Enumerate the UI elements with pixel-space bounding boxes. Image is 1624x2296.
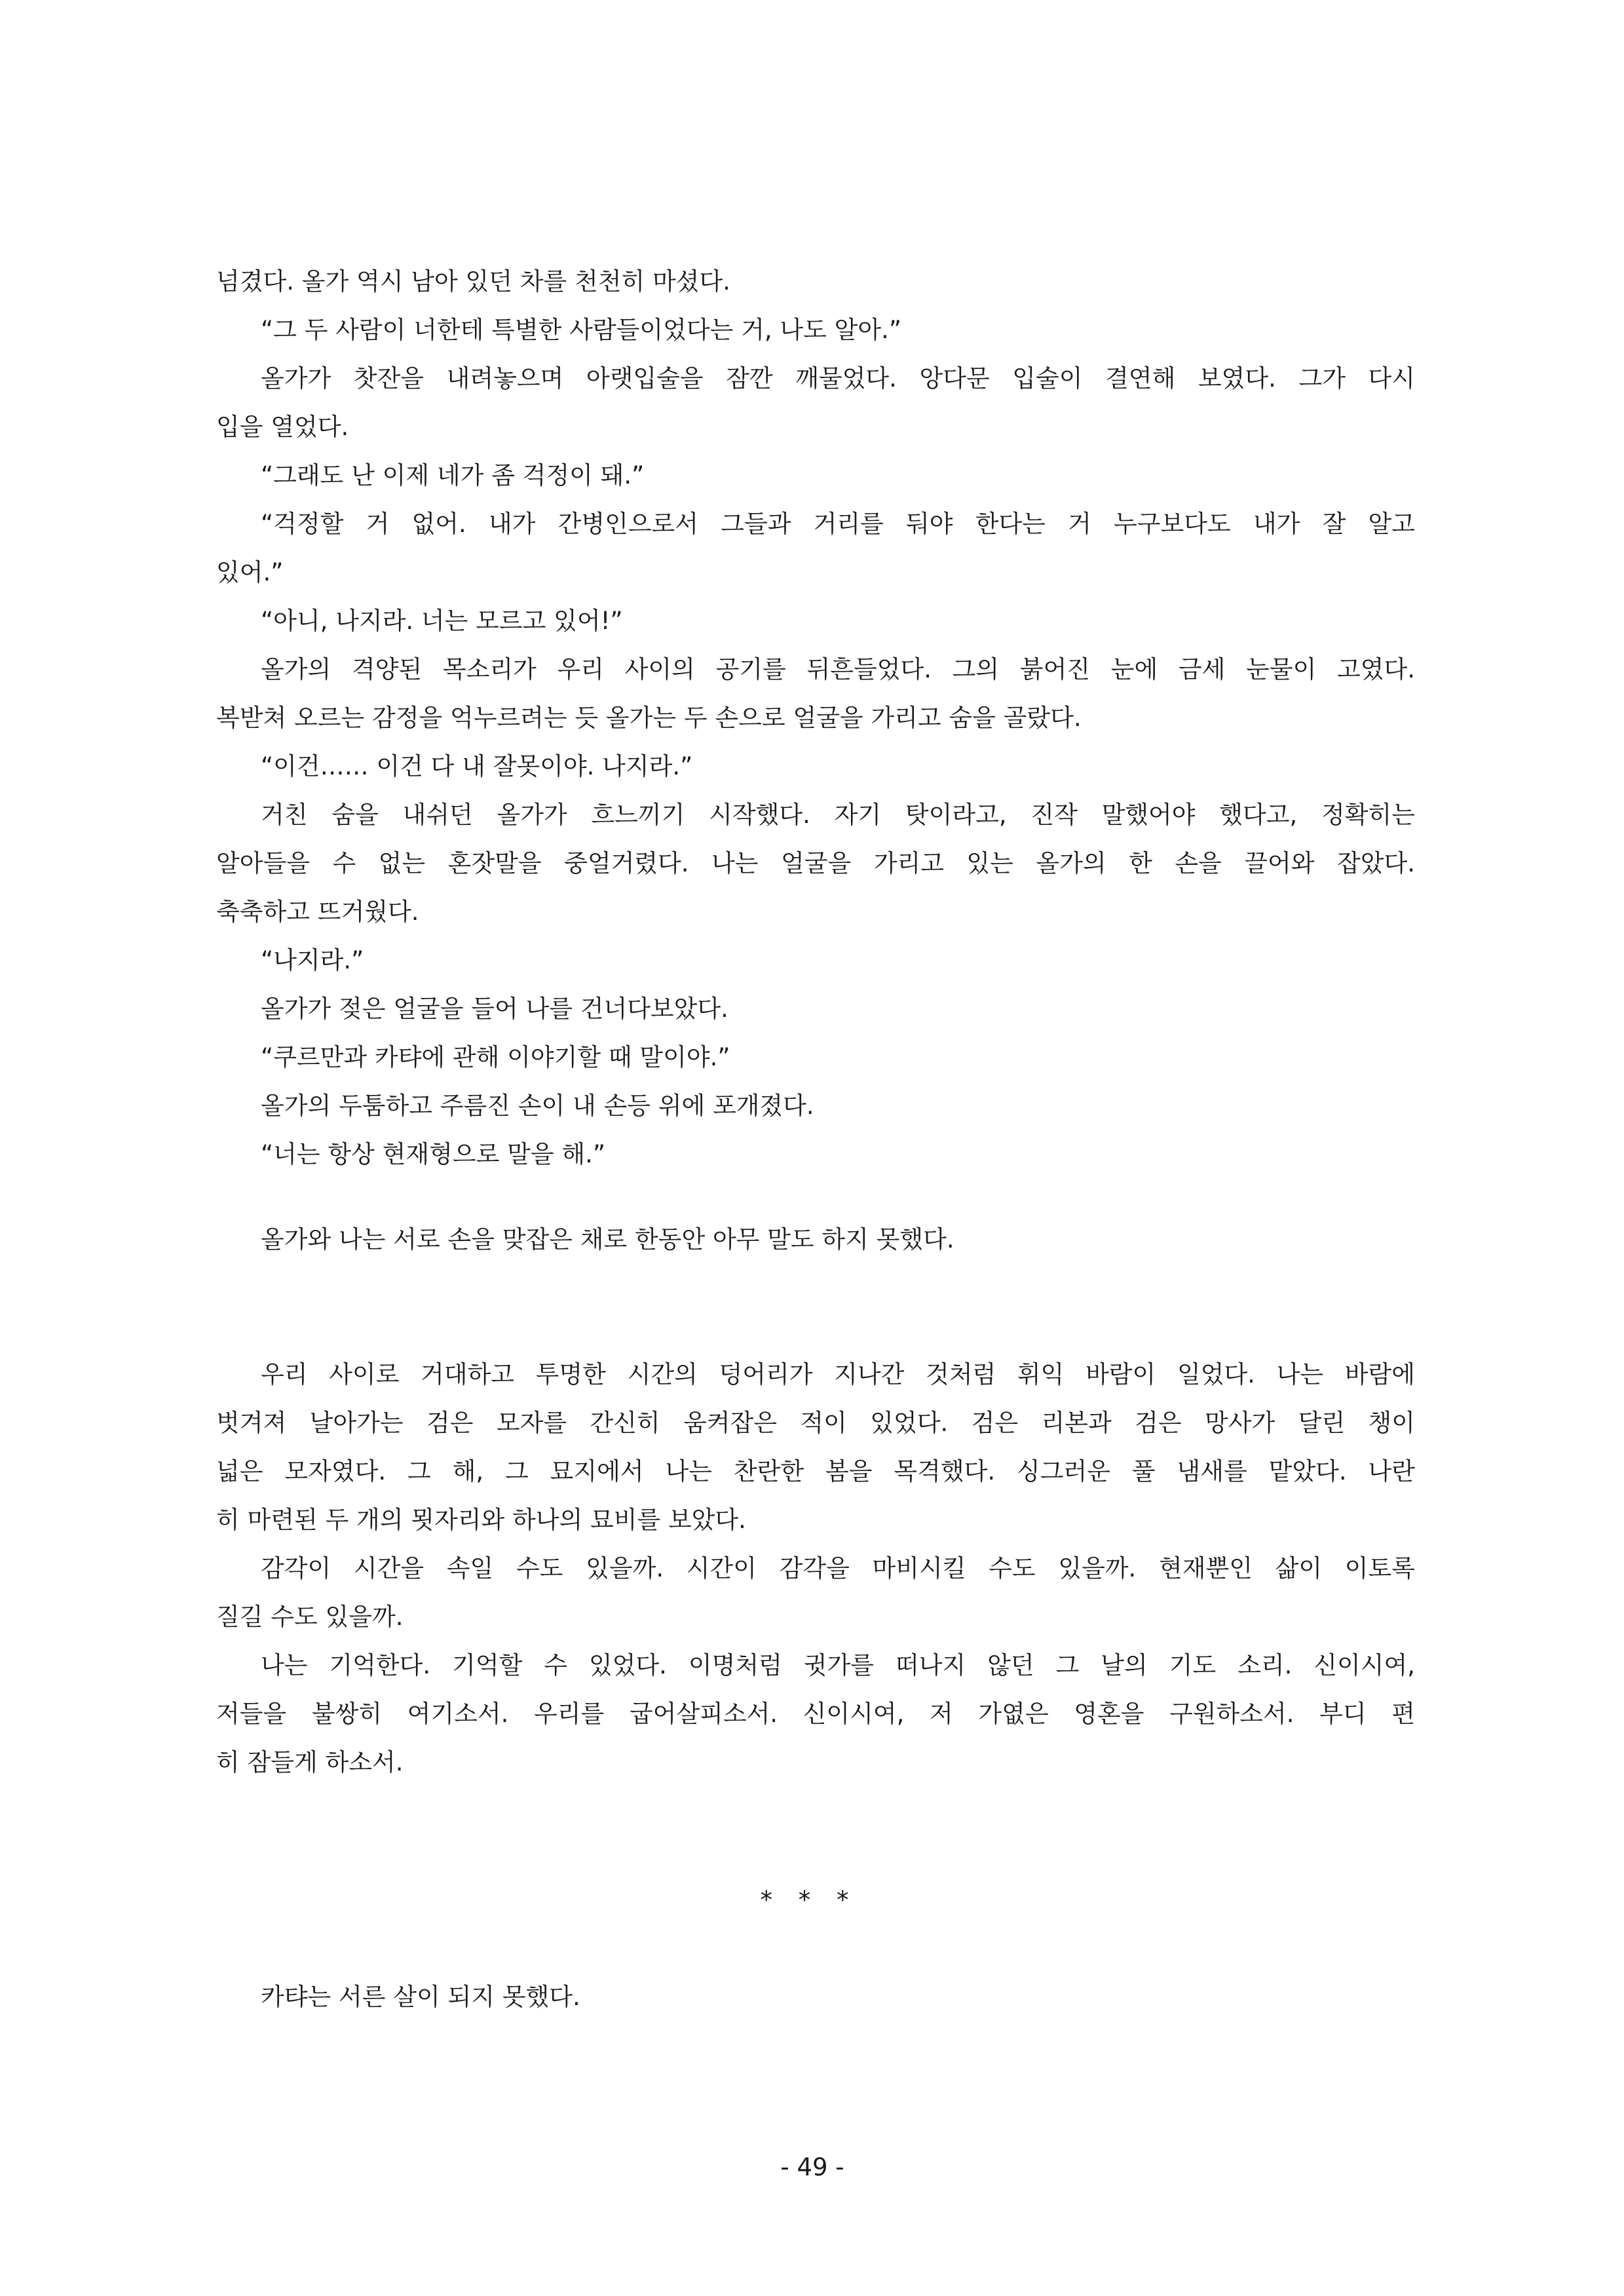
paragraph-line: 알아들을 수 없는 혼잣말을 중얼거렸다. 나는 얼굴을 가리고 있는 올가의 한 손을 끌어와 잡았다.: [216, 849, 1415, 877]
paragraph-line: 축축하고 뜨거웠다.: [216, 898, 419, 926]
paragraph-line: 나는 기억한다. 기억할 수 있었다. 이명처럼 귓가를 떠나지 않던 그 날의 기도 소리. 신이시여,: [261, 1651, 1415, 1679]
paragraph-line: 올가가 찻잔을 내려놓으며 아랫입술을 잠깐 깨물었다. 앙다문 입술이 결연해 보였다. 그가 다시: [261, 364, 1415, 392]
dialogue-line: “그 두 사람이 너한테 특별한 사람들이었다는 거, 나도 알아.”: [261, 316, 902, 344]
paragraph-line: 넓은 모자였다. 그 해, 그 묘지에서 나는 찬란한 봄을 목격했다. 싱그러운 풀 냄새를 맡았다. 나란: [216, 1457, 1415, 1485]
paragraph-line: 입을 열었다.: [216, 413, 349, 441]
paragraph-line: 감각이 시간을 속일 수도 있을까. 시간이 감각을 마비시킬 수도 있을까. 현재뿐인 삶이 이토록: [261, 1554, 1415, 1582]
paragraph-line: 카탸는 서른 살이 되지 못했다.: [261, 1983, 580, 2011]
dialogue-line: “나지라.”: [261, 946, 364, 974]
paragraph-line: 올가가 젖은 얼굴을 들어 나를 건너다보았다.: [261, 995, 728, 1023]
scene-break: * * *: [760, 1886, 858, 1914]
page-number: - 49 -: [780, 2153, 844, 2181]
dialogue-line: “아니, 나지라. 너는 모르고 있어!”: [261, 607, 623, 635]
paragraph-line: 히 잠들게 하소서.: [216, 1748, 404, 1776]
paragraph-line: 히 마련된 두 개의 묏자리와 하나의 묘비를 보았다.: [216, 1506, 746, 1534]
dialogue-line: “걱정할 거 없어. 내가 간병인으로서 그들과 거리를 둬야 한다는 거 누구보다도 내가 잘 알고: [261, 510, 1415, 538]
paragraph-line: 우리 사이로 거대하고 투명한 시간의 덩어리가 지나간 것처럼 휘익 바람이 일었다. 나는 바람에: [261, 1360, 1415, 1388]
dialogue-line: “너는 항상 현재형으로 말을 해.”: [261, 1140, 606, 1168]
paragraph-line: 복받쳐 오르는 감정을 억누르려는 듯 올가는 두 손으로 얼굴을 가리고 숨을 골랐다.: [216, 704, 1082, 732]
paragraph-line: 올가의 격양된 목소리가 우리 사이의 공기를 뒤흔들었다. 그의 붉어진 눈에 금세 눈물이 고였다.: [261, 655, 1415, 683]
paragraph-line: 저들을 불쌍히 여기소서. 우리를 굽어살피소서. 신이시여, 저 가엾은 영혼을 구원하소서. 부디 편: [216, 1700, 1415, 1728]
text-line: 넘겼다. 올가 역시 남아 있던 차를 천천히 마셨다.: [216, 267, 730, 296]
paragraph-line: 질길 수도 있을까.: [216, 1603, 404, 1631]
paragraph-line: 올가의 두툼하고 주름진 손이 내 손등 위에 포개졌다.: [261, 1092, 814, 1120]
dialogue-line: “이건…… 이건 다 내 잘못이야. 나지라.”: [261, 752, 693, 780]
paragraph-line: 거친 숨을 내쉬던 올가가 흐느끼기 시작했다. 자기 탓이라고, 진작 말했어야 했다고, 정확히는: [261, 801, 1415, 829]
paragraph-line: 올가와 나는 서로 손을 맞잡은 채로 한동안 아무 말도 하지 못했다.: [261, 1225, 954, 1253]
paragraph-line: 벗겨져 날아가는 검은 모자를 간신히 움켜잡은 적이 있었다. 검은 리본과 검은 망사가 달린 챙이: [216, 1409, 1415, 1437]
dialogue-line: “쿠르만과 카탸에 관해 이야기할 때 말이야.”: [261, 1043, 730, 1071]
dialogue-line: 있어.”: [216, 558, 284, 586]
dialogue-line: “그래도 난 이제 네가 좀 걱정이 돼.”: [261, 461, 645, 489]
